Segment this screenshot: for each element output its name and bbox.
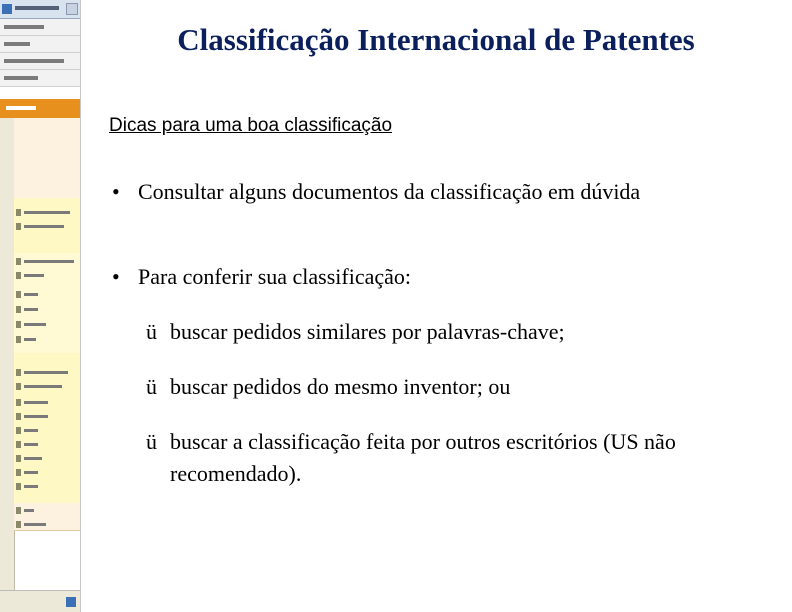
screenshot-toolbar-row <box>0 19 80 36</box>
screenshot-yellow-block <box>14 353 80 503</box>
bullet-item <box>112 261 698 293</box>
screenshot-toolbar-row <box>0 70 80 87</box>
check-icon: ü <box>146 319 157 344</box>
check-icon: ü <box>146 374 157 399</box>
slide-subtitle: Dicas para uma boa classificação <box>109 115 393 136</box>
bullet-item <box>112 176 698 208</box>
screenshot-section <box>14 118 80 199</box>
app-icon <box>2 4 12 14</box>
check-item <box>146 316 730 348</box>
bullet-text: Consultar alguns documentos da classificação em dúvida <box>138 179 641 204</box>
check-item <box>146 426 730 490</box>
screenshot-toolbar-row <box>0 53 80 70</box>
status-icon <box>66 597 76 607</box>
embedded-screenshot-strip <box>0 0 81 612</box>
slide-title: Classificação Internacional de Patentes <box>177 22 695 57</box>
screenshot-section <box>14 503 80 531</box>
check-icon: ü <box>146 429 157 454</box>
screenshot-titlebar <box>0 0 80 19</box>
screenshot-toolbar-row <box>0 36 80 53</box>
check-text: buscar pedidos similares por palavras-chave; <box>170 319 565 344</box>
bullet-marker: • <box>112 264 120 289</box>
check-text: buscar pedidos do mesmo inventor; ou <box>170 374 511 399</box>
screenshot-gutter <box>0 118 15 593</box>
check-text: buscar a classificação feita por outros escritórios (US não recomendado). <box>170 429 676 486</box>
check-item <box>146 371 730 403</box>
bullet-marker: • <box>112 179 120 204</box>
screenshot-orange-header <box>0 99 80 118</box>
bullet-text: Para conferir sua classificação: <box>138 264 412 289</box>
screenshot-statusbar <box>0 590 80 612</box>
close-icon <box>66 3 78 15</box>
